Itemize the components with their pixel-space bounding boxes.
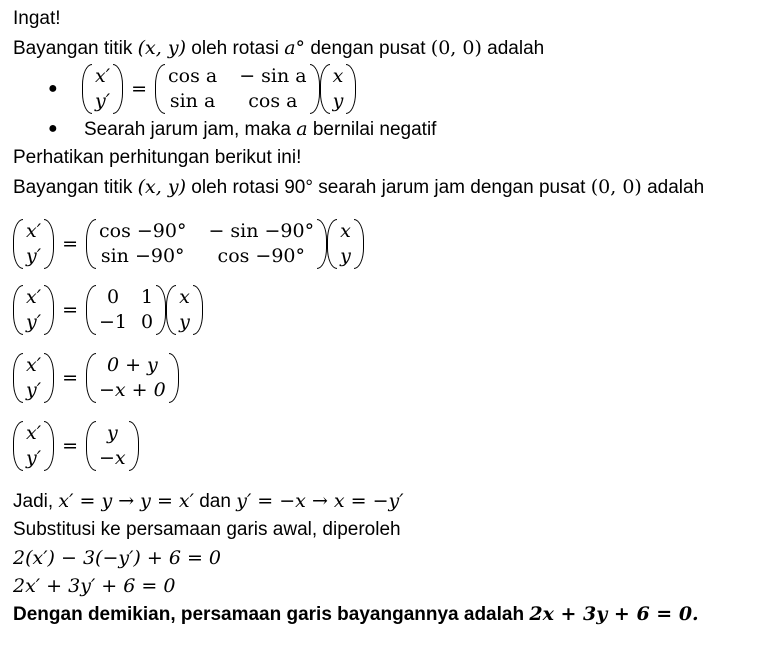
cell: x′ (26, 422, 42, 444)
math-angle: a° (284, 37, 306, 59)
simplified-equation: 2x′ + 3y′ + 6 = 0 (13, 575, 176, 597)
rotation-formula (82, 64, 356, 114)
math-eq: x′ = y → y = x′ (58, 490, 194, 512)
equals-sign: = (62, 435, 78, 457)
text: Bayangan titik (13, 177, 138, 198)
substituted-equation: 2(x′) − 3(−y′) + 6 = 0 (13, 547, 221, 569)
cell: sin −90° (100, 245, 185, 267)
cell: y′ (26, 245, 42, 267)
cell: −x + 0 (98, 379, 166, 401)
text: oleh rotasi 90° searah jarum jam dengan pusat (186, 177, 591, 198)
cell: x (179, 286, 190, 308)
cell: cos −90° (98, 220, 187, 242)
rotation-matrix (155, 64, 320, 114)
cell: y′ (95, 90, 111, 112)
text: dan (193, 491, 237, 512)
math-point: (x, y) (137, 37, 186, 59)
equals-sign: = (62, 367, 78, 389)
text: Searah jarum jam, maka (84, 119, 297, 140)
cell: x (340, 220, 351, 242)
step-3-equation (13, 353, 179, 403)
cell: y (179, 311, 190, 333)
xy-vector (320, 64, 357, 114)
cell: y (332, 90, 344, 112)
text: oleh rotasi (186, 38, 285, 59)
substitute-text: Substitusi ke persamaan garis awal, diperoleh (13, 519, 401, 540)
remember-heading: Ingat! (13, 8, 61, 29)
cell: 0 (106, 286, 120, 308)
math-eq: y′ = −x → x = −y′ (236, 490, 404, 512)
equals-sign: = (131, 78, 147, 100)
text: adalah (481, 38, 545, 59)
step-1-equation (13, 219, 364, 269)
cell: 0 (141, 311, 154, 333)
cell: cos a (167, 65, 218, 87)
cell: y (340, 245, 351, 267)
final-answer (13, 602, 699, 627)
text: adalah (641, 177, 705, 198)
bullet-icon: ● (48, 80, 58, 97)
final-equation: 2x + 3y + 6 = 0. (529, 603, 699, 625)
cell: x′ (26, 286, 42, 308)
math-center: (0, 0) (430, 37, 482, 59)
step-4-equation (13, 421, 139, 471)
math-center: (0, 0) (590, 176, 642, 198)
cell: x′ (26, 354, 42, 376)
cell: −x (98, 447, 126, 469)
step-2-equation (13, 285, 203, 335)
text: bernilai negatif (307, 119, 437, 140)
text: Bayangan titik (13, 38, 138, 59)
cell: x (332, 65, 344, 87)
bullet-icon: ● (48, 120, 58, 137)
equals-sign: = (62, 299, 78, 321)
cell: y′ (26, 311, 42, 333)
cell: −1 (98, 311, 127, 333)
cell: y (106, 422, 118, 444)
notice-text: Perhatikan perhitungan berikut ini! (13, 147, 302, 168)
cell: sin a (169, 90, 216, 112)
rule-intro (13, 36, 544, 61)
lhs-vector (82, 64, 123, 114)
cell: y′ (26, 447, 42, 469)
clockwise-note (84, 117, 436, 142)
problem-intro (13, 175, 704, 200)
cell: cos −90° (217, 245, 306, 267)
text: dengan pusat (305, 38, 431, 59)
math-var: a (296, 118, 308, 140)
cell: cos a (248, 90, 298, 112)
math-point: (x, y) (137, 176, 186, 198)
equals-sign: = (62, 233, 78, 255)
cell: x′ (95, 65, 111, 87)
text: Dengan demikian, persamaan garis bayangannya adalah (13, 604, 530, 625)
cell: − sin −90° (208, 220, 315, 242)
text: Jadi, (13, 491, 59, 512)
cell: x′ (26, 220, 42, 242)
cell: 1 (141, 286, 154, 308)
substitution-relations (13, 489, 404, 514)
cell: y′ (26, 379, 42, 401)
cell: 0 + y (106, 354, 158, 376)
cell: − sin a (239, 65, 307, 87)
